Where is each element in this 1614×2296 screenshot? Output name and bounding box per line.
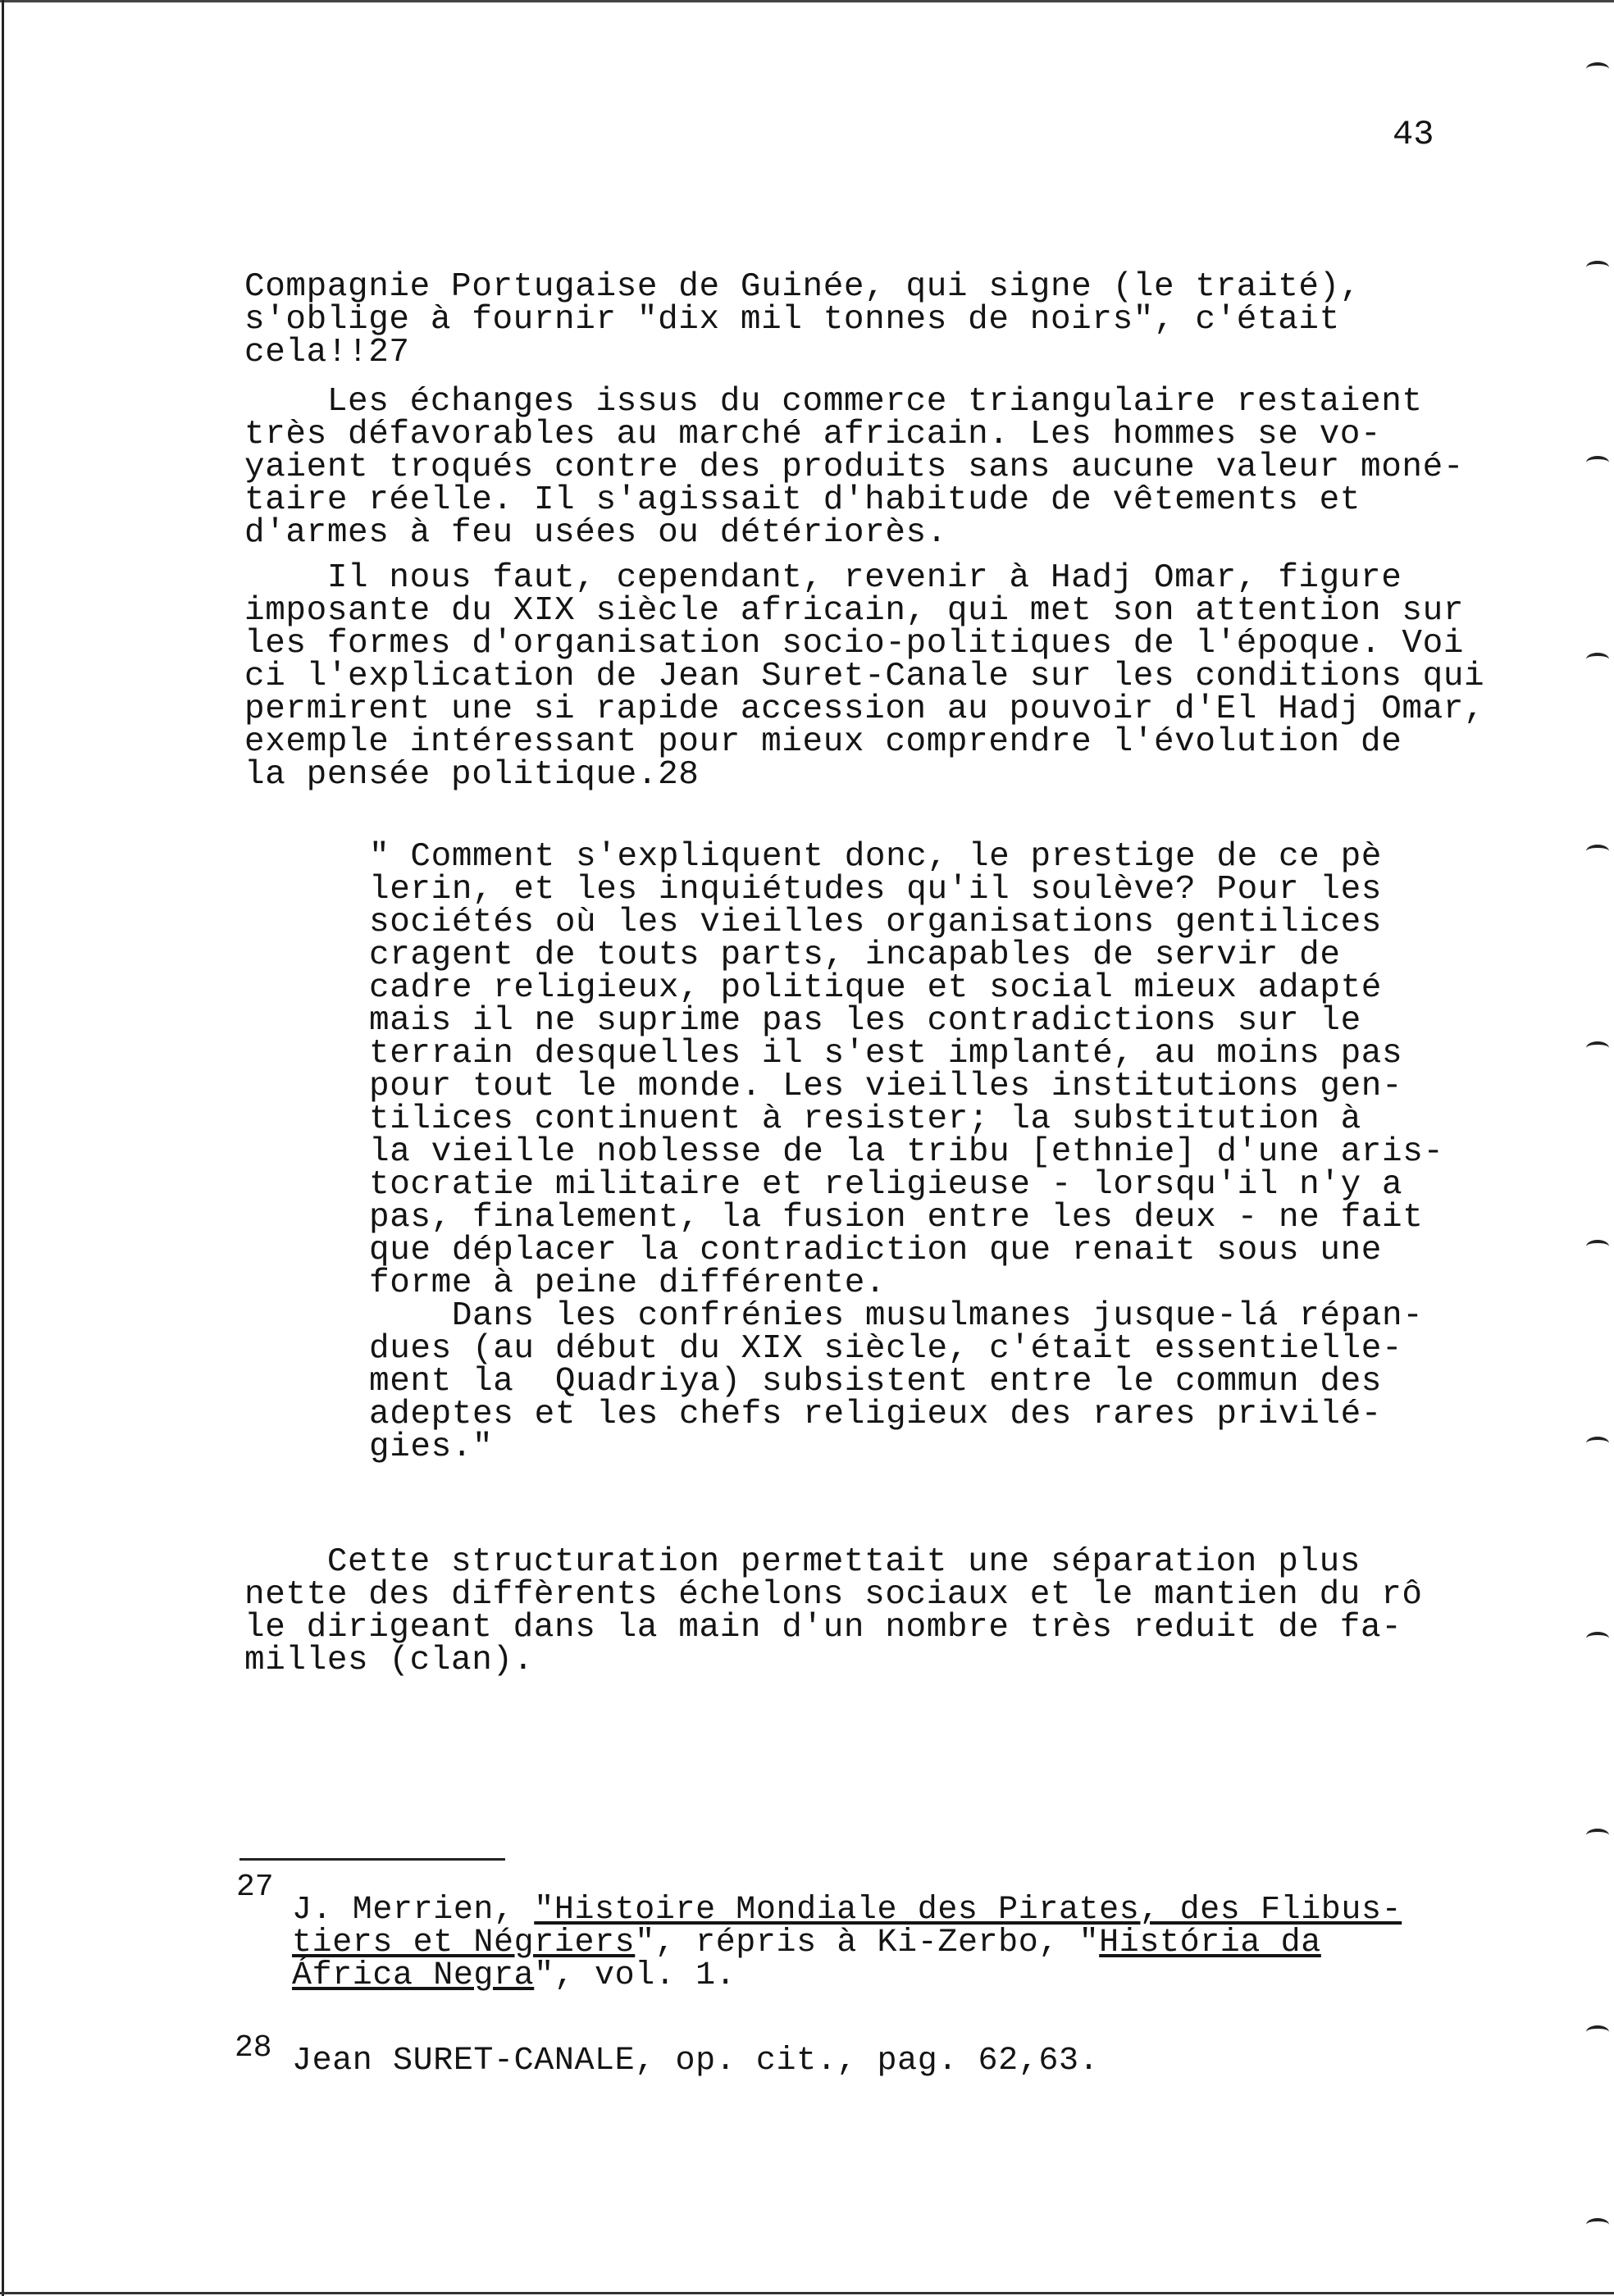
quote-line: pas, finalement, la fusion entre les deux - ne fait [369,1199,1424,1237]
text-line: les formes d'organisation socio-politiques de l'époque. Voi [244,625,1465,663]
scan-left-edge [2,0,4,2296]
footnote-27-line-1 [292,1894,1402,1927]
quote-line: adeptes et les chefs religieux des rares privilé- [369,1396,1382,1433]
quote-line: terrain desquelles il s'est implanté, au moins pas [369,1035,1403,1073]
quote-line: cragent de touts parts, incapables de servir de [369,936,1341,974]
scan-edge-mark [1586,261,1609,274]
quote-line: la vieille noblesse de la tribu [ethnie] d'une aris- [369,1133,1444,1171]
quote-line: que déplacer la contradiction que renait sous une [369,1232,1382,1269]
footnote-number: 28 [235,2030,272,2066]
footnote-title: História da [1099,1925,1321,1961]
text-line: permirent une si rapide accession au pouvoir d'El Hadj Omar, [244,690,1485,728]
quote-line: dues (au début du XIX siècle, c'était essentielle- [369,1330,1403,1368]
text-line: Il nous faut, cependant, revenir à Hadj Omar, figure [244,559,1402,597]
scan-edge-mark [1586,456,1609,469]
quote-line: mais il ne suprime pas les contradictions sur le [369,1002,1361,1040]
scan-edge-mark [1586,1829,1609,1842]
quote-line: " Comment s'expliquent donc, le prestige de ce pè [369,838,1382,876]
quote-line: ment la Quadriya) subsistent entre le commun des [369,1363,1382,1401]
text-line: très défavorables au marché africain. Les hommes se vo- [244,416,1382,453]
text-line: milles (clan). [244,1642,534,1679]
quote-line: gies." [369,1428,494,1466]
text-line: Les échanges issus du commerce triangulaire restaient [244,383,1423,421]
quote-line: sociétés où les vieilles organisations gentilices [369,904,1382,941]
text-line: taire réelle. Il s'agissait d'habitude de vêtements et [244,481,1361,519]
quote-line: lerin, et les inquiétudes qu'il soulève? Pour les [369,871,1382,909]
text-line: Compagnie Portugaise de Guinée, qui signe (le traité), [244,268,1361,306]
footnote-title: África Negra [292,1957,535,1994]
text-line: imposante du XIX siècle africain, qui met son attention sur [244,592,1465,630]
page-number: 43 [1393,115,1434,154]
text-line: le dirigeant dans la main d'un nombre très reduit de fa- [244,1609,1402,1647]
quote-line: pour tout le monde. Les vieilles institutions gen- [369,1068,1403,1105]
quote-line: cadre religieux, politique et social mieux adapté [369,969,1382,1007]
text-line: nette des diffèrents échelons sociaux et le mantien du rô [244,1576,1423,1614]
scan-top-edge [0,0,1614,2]
scan-edge-mark [1586,2218,1609,2231]
text-line: ci l'explication de Jean Suret-Canale sur les conditions qui [244,658,1485,695]
footnote-27-line-2 [292,1927,1321,1960]
footnote-text: J. Merrien, [292,1892,535,1929]
quote-line: Dans les confrénies musulmanes jusque-lá répan- [369,1297,1424,1335]
scan-edge-mark [1586,1240,1609,1253]
text-line: la pensée politique.28 [244,756,700,794]
footnote-rule [239,1858,505,1861]
quote-line: forme à peine différente. [369,1264,887,1302]
text-line: cela!!27 [244,334,410,371]
quote-line: tocratie militaire et religieuse - lorsqu'il n'y a [369,1166,1403,1204]
scan-edge-mark [1586,62,1609,75]
scan-edge-mark [1586,1632,1609,1645]
quote-line: tilices continuent à resister; la substitution à [369,1100,1361,1138]
text-line: Cette structuration permettait une séparation plus [244,1543,1361,1581]
scan-edge-mark [1586,1041,1609,1055]
scan-edge-mark [1586,845,1609,858]
scan-edge-mark [1586,2025,1609,2039]
text-line: yaient troqués contre des produits sans aucune valeur moné- [244,449,1465,486]
footnote-text: ", répris à Ki-Zerbo, " [635,1925,1100,1961]
scan-edge-mark [1586,1437,1609,1450]
scan-bottom-edge [0,2292,1614,2294]
scan-edge-mark [1586,653,1609,666]
footnote-title: tiers et Négriers [292,1925,636,1961]
footnote-title: "Histoire Mondiale des Pirates, des Flibus- [534,1892,1402,1929]
text-line: exemple intéressant pour mieux comprendre l'évolution de [244,723,1402,761]
text-line: s'oblige à fournir "dix mil tonnes de noirs", c'était [244,301,1340,339]
footnote-text: ", vol. 1. [534,1957,736,1994]
footnote-28-text: Jean SURET-CANALE, op. cit., pag. 62,63. [292,2043,1100,2080]
footnote-number: 27 [236,1870,274,1905]
text-line: d'armes à feu usées ou détériorès. [244,514,947,552]
footnote-27-line-3 [292,1957,736,1994]
